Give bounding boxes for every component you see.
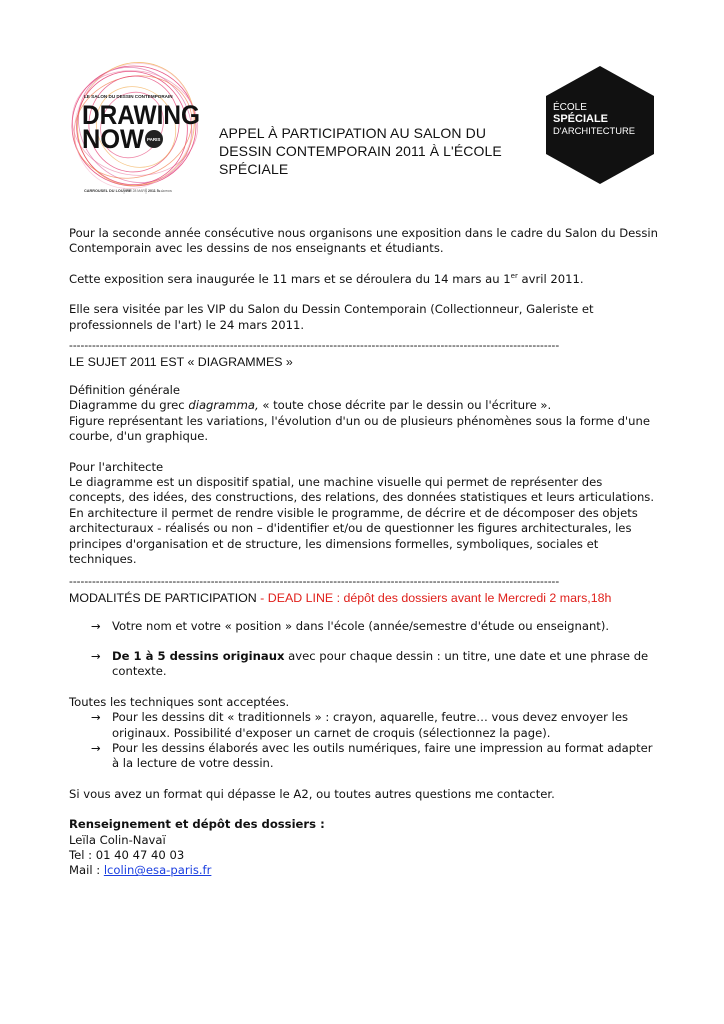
architect-paragraph-1: Le diagramme est un dispositif spatial, une machine visuelle qui permet de représenter des concepts, des idées, des constructions, des relations, des données statistiques et leurs articulations. (69, 475, 655, 505)
intro-paragraph-1: Pour la seconde année consécutive nous organisons une exposition dans le cadre du Salon du Dessin Contemporain avec les dessins de nos enseignants et étudiants. (69, 226, 658, 256)
dn-word-now: NOW (82, 124, 145, 154)
contact-heading: Renseignement et dépôt des dossiers : (69, 817, 325, 832)
format-note: Si vous avez un format qui dépasse le A2, ou toutes autres questions me contacter. (69, 786, 555, 801)
dn-word-drawing: DRAWING (82, 100, 200, 130)
dn-venue: CARROUSEL DU LOUVRE (84, 189, 132, 193)
definition-label: Définition générale (69, 383, 181, 398)
list-item-position: → Votre nom et votre « position » dans l'école (année/semestre d'étude ou enseignant). (91, 618, 610, 633)
email-link[interactable]: lcolin@esa-paris.fr (103, 863, 212, 878)
dn-edition: 2011 5E ÉDITION (148, 189, 172, 193)
modalites-heading: MODALITÉS DE PARTICIPATION - DEAD LINE : dépôt des dossiers avant le Mercredi 2 mars,18h (69, 590, 612, 605)
arrow-right-icon: → (91, 710, 101, 725)
intro-paragraph-2: Cette exposition sera inaugurée le 11 mars et se déroulera du 14 mars au 1er avril 2011. (69, 271, 584, 286)
arrow-right-icon: → (91, 618, 101, 633)
arrow-right-icon: → (91, 648, 101, 663)
contact-name: Leïla Colin-Navaï (69, 832, 166, 847)
separator-line: -------------------------------------------------------------------------------------------------------------------------------- (69, 340, 560, 353)
list-item-digital: → Pour les dessins élaborés avec les outils numériques, faire une impression au format adapter à la lecture de votre dessin. (91, 740, 653, 771)
dn-top-line: LE SALON DU DESSIN CONTEMPORAIN (84, 94, 173, 99)
list-item-traditional: → Pour les dessins dit « traditionnels » : crayon, aquarelle, feutre… vous devez envoyer les originaux. Possibilité d'exposer un carnet de croquis (sélectionnez la page). (91, 710, 629, 740)
intro-paragraph-3: Elle sera visitée par les VIP du Salon du Dessin Contemporain (Collectionneur, Galeriste et professionnels de l'art) le 24 mars 2011. (69, 302, 594, 332)
techniques-text: Toutes les techniques sont acceptées. (69, 694, 290, 709)
definition-line-2: Figure représentant les variations, l'évolution d'un ou de plusieurs phénomènes sous la forme d'une courbe, d'un graphique. (69, 413, 650, 444)
esa-line2: SPÉCIALE (553, 113, 609, 125)
contact-mail: Mail : lcolin@esa-paris.fr (69, 863, 212, 878)
drawing-now-logo (62, 44, 212, 204)
page-title: APPEL À PARTICIPATION AU SALON DU DESSIN CONTEMPORAIN 2011 À L'ÉCOLE SPÉCIALE (219, 125, 502, 177)
contact-tel: Tel : 01 40 47 40 03 (69, 847, 185, 862)
document-body (69, 226, 659, 879)
esa-logo (546, 66, 654, 184)
definition-line: Diagramme du grec diagramma, « toute chose décrite par le dessin ou l'écriture ». (69, 398, 552, 413)
separator-line-2: -------------------------------------------------------------------------------------------------------------------------------- (69, 575, 560, 588)
arrow-right-icon: → (91, 740, 101, 755)
dn-dates: 25 / 28 MARS (126, 189, 148, 193)
architect-label: Pour l'architecte (69, 459, 164, 474)
architect-paragraph-2: En architecture il permet de rendre visible le programme, de décrire et de décomposer des objets architecturaux - réalisés ou non – d'identifier et/ou de questionner les figures architecturales, les principes d'organisation et de structure, les dimensions formelles, symboliques, sociales et techniques. (69, 505, 638, 567)
deadline-text: - DEAD LINE : dépôt des dossiers avant le Mercredi 2 mars,18h (256, 590, 612, 605)
sujet-heading: LE SUJET 2011 EST « DIAGRAMMES » (69, 355, 293, 370)
dn-city: PARIS (147, 137, 161, 142)
esa-line3: D'ARCHITECTURE (553, 125, 635, 136)
list-item-drawings: → De 1 à 5 dessins originaux avec pour chaque dessin : un titre, une date et une phrase de contexte. (91, 648, 649, 679)
esa-line1: ÉCOLE (553, 102, 587, 113)
